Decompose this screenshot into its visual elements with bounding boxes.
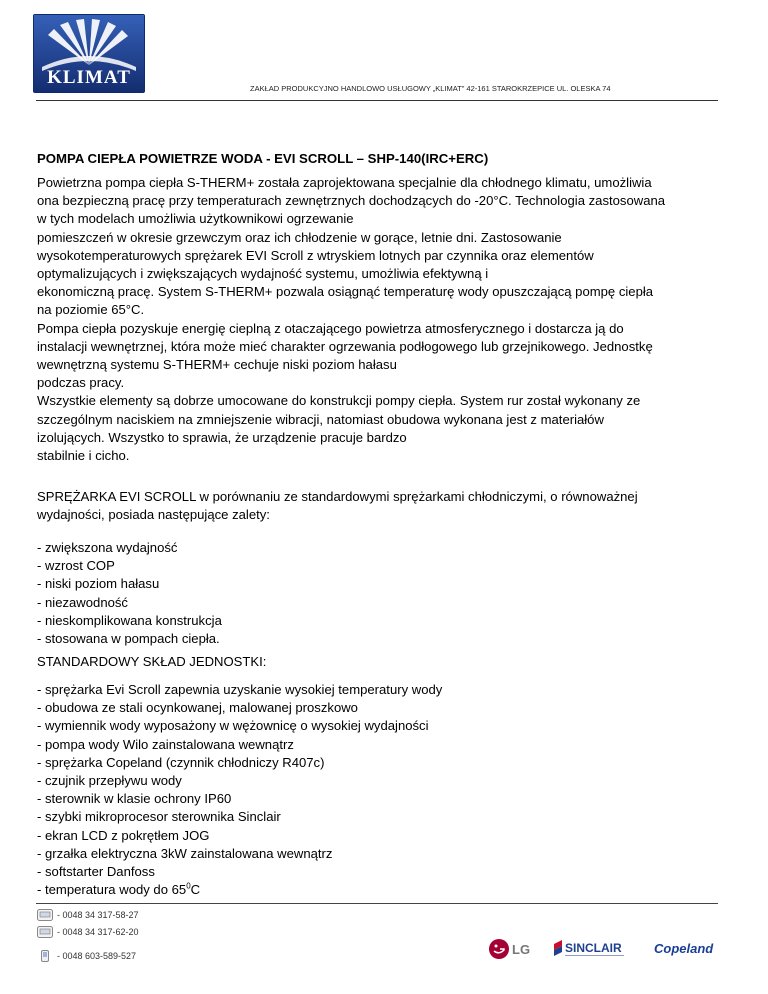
- evi-scroll-heading: [37, 488, 727, 524]
- contact-fax: [37, 925, 139, 939]
- intro-line: wewnętrzną systemu S-THERM+ cechuje niski poziom hałasu: [37, 357, 397, 373]
- mobile-number: - 0048 603-589-527: [57, 951, 137, 961]
- copeland-logo: [653, 938, 725, 960]
- intro-line: pomieszczeń w okresie grzewczym oraz ich chłodzenie w gorące, letnie dni. Zastosowanie: [37, 229, 562, 245]
- list-item: - stosowana w pompach ciepła.: [37, 631, 220, 647]
- intro-line: na poziomie 65°C.: [37, 302, 145, 318]
- intro-line: ona bezpieczną pracę przy temperaturach zewnętrznych dochodzących do -20°C. Technologia zastosowana: [37, 193, 666, 209]
- fax-icon: [37, 926, 53, 938]
- header-divider: [36, 100, 718, 101]
- intro-line: stabilnie i cicho.: [37, 448, 130, 464]
- intro-line: Wszystkie elementy są dobrze umocowane do konstrukcji pompy ciepła. System rur został wykonany ze: [37, 393, 641, 409]
- list-item: - wzrost COP: [37, 558, 115, 574]
- list-item: - nieskomplikowana konstrukcja: [37, 612, 222, 628]
- mobile-icon: [37, 950, 53, 962]
- list-item: - wymiennik wody wyposażony w wężownicę o wysokiej wydajności: [37, 718, 429, 734]
- intro-line: w tych modelach umożliwia użytkownikowi ogrzewanie: [37, 211, 354, 227]
- intro-line: instalacji wewnętrznej, która może mieć charakter ogrzewania podłogowego lub grzejnikowego. Jednostkę: [37, 338, 653, 354]
- footer-divider: [36, 903, 718, 904]
- intro-line: wysokotemperaturowych sprężarek EVI Scroll z wtryskiem lotnych par czynnika oraz elementów: [37, 247, 594, 263]
- standard-items-list: [37, 681, 442, 899]
- list-item: - grzałka elektryczna 3kW zainstalowana wewnątrz: [37, 845, 333, 861]
- evi-heading-line: wydajności, posiada następujące zalety:: [37, 507, 270, 523]
- list-item: - zwiększona wydajność: [37, 540, 178, 555]
- intro-paragraph: [37, 174, 732, 465]
- intro-line: Powietrzna pompa ciepła S-THERM+ została zaprojektowana specjalnie dla chłodnego klimatu, umożliwia: [37, 175, 652, 190]
- intro-line: optymalizujących i zwiększających wydajność systemu, umożliwia efektywną i: [37, 266, 489, 282]
- list-item-temperature: [37, 881, 442, 899]
- intro-line: ekonomiczną pracę. System S-THERM+ pozwala osiągnąć temperaturę wody opuszczającą pompę ciepła: [37, 284, 654, 300]
- intro-line: Pompa ciepła pozyskuje energię cieplną z otaczającego powietrza atmosferycznego i dostarcza ją do: [37, 320, 624, 336]
- list-item: - niski poziom hałasu: [37, 576, 160, 592]
- temp-prefix: - temperatura wody do 65: [37, 882, 187, 898]
- list-item: - sterownik w klasie ochrony IP60: [37, 791, 232, 807]
- lg-logo: [488, 938, 534, 960]
- lg-logo-text: LG: [512, 942, 531, 957]
- temp-superscript: 0: [186, 881, 191, 891]
- intro-line: podczas pracy.: [37, 375, 125, 391]
- intro-line: izolujących. Wszystko to sprawia, że urządzenie pracuje bardzo: [37, 429, 407, 445]
- list-item: - ekran LCD z pokrętłem JOG: [37, 827, 210, 843]
- company-address: ZAKŁAD PRODUKCYJNO HANDLOWO USŁUGOWY „KLIMAT” 42-161 STAROKRZEPICE UL. OLESKA 74: [250, 84, 611, 93]
- list-item: - sprężarka Copeland (czynnik chłodniczy R407c): [37, 754, 325, 770]
- copeland-logo-text: Copeland: [654, 941, 714, 956]
- contact-phone: [37, 908, 139, 922]
- list-item: - szybki mikroprocesor sterownika Sinclair: [37, 809, 281, 825]
- list-item: - sprężarka Evi Scroll zapewnia uzyskanie wysokiej temperatury wody: [37, 682, 443, 697]
- logo-text: KLIMAT: [47, 67, 131, 88]
- document-title: POMPA CIEPŁA POWIETRZE WODA - EVI SCROLL – SHP-140(IRC+ERC): [37, 151, 489, 166]
- fax-number: - 0048 34 317-62-20: [57, 927, 139, 937]
- list-item: - pompa wody Wilo zainstalowana wewnątrz: [37, 736, 294, 752]
- phone-icon: [37, 909, 53, 921]
- intro-line: szczególnym naciskiem na zmniejszenie wibracji, natomiast obudowa wykonana jest z materiałów: [37, 411, 604, 427]
- list-item: - softstarter Danfoss: [37, 864, 155, 880]
- phone-number: - 0048 34 317-58-27: [57, 910, 139, 920]
- temp-suffix: C: [190, 882, 201, 898]
- evi-heading-line: SPRĘŻARKA EVI SCROLL w porównaniu ze standardowymi sprężarkami chłodniczymi, o równoważnej: [37, 489, 638, 504]
- standard-composition-heading: STANDARDOWY SKŁAD JEDNOSTKI:: [37, 654, 267, 669]
- advantages-list: [37, 539, 222, 648]
- list-item: - czujnik przepływu wody: [37, 773, 182, 789]
- company-logo: [33, 14, 145, 93]
- sinclair-logo-text: SINCLAIR: [565, 941, 622, 955]
- sinclair-logo: [552, 938, 638, 960]
- list-item: - obudowa ze stali ocynkowanej, malowanej proszkowo: [37, 700, 358, 716]
- contact-mobile: [37, 949, 136, 963]
- list-item: - niezawodność: [37, 594, 128, 610]
